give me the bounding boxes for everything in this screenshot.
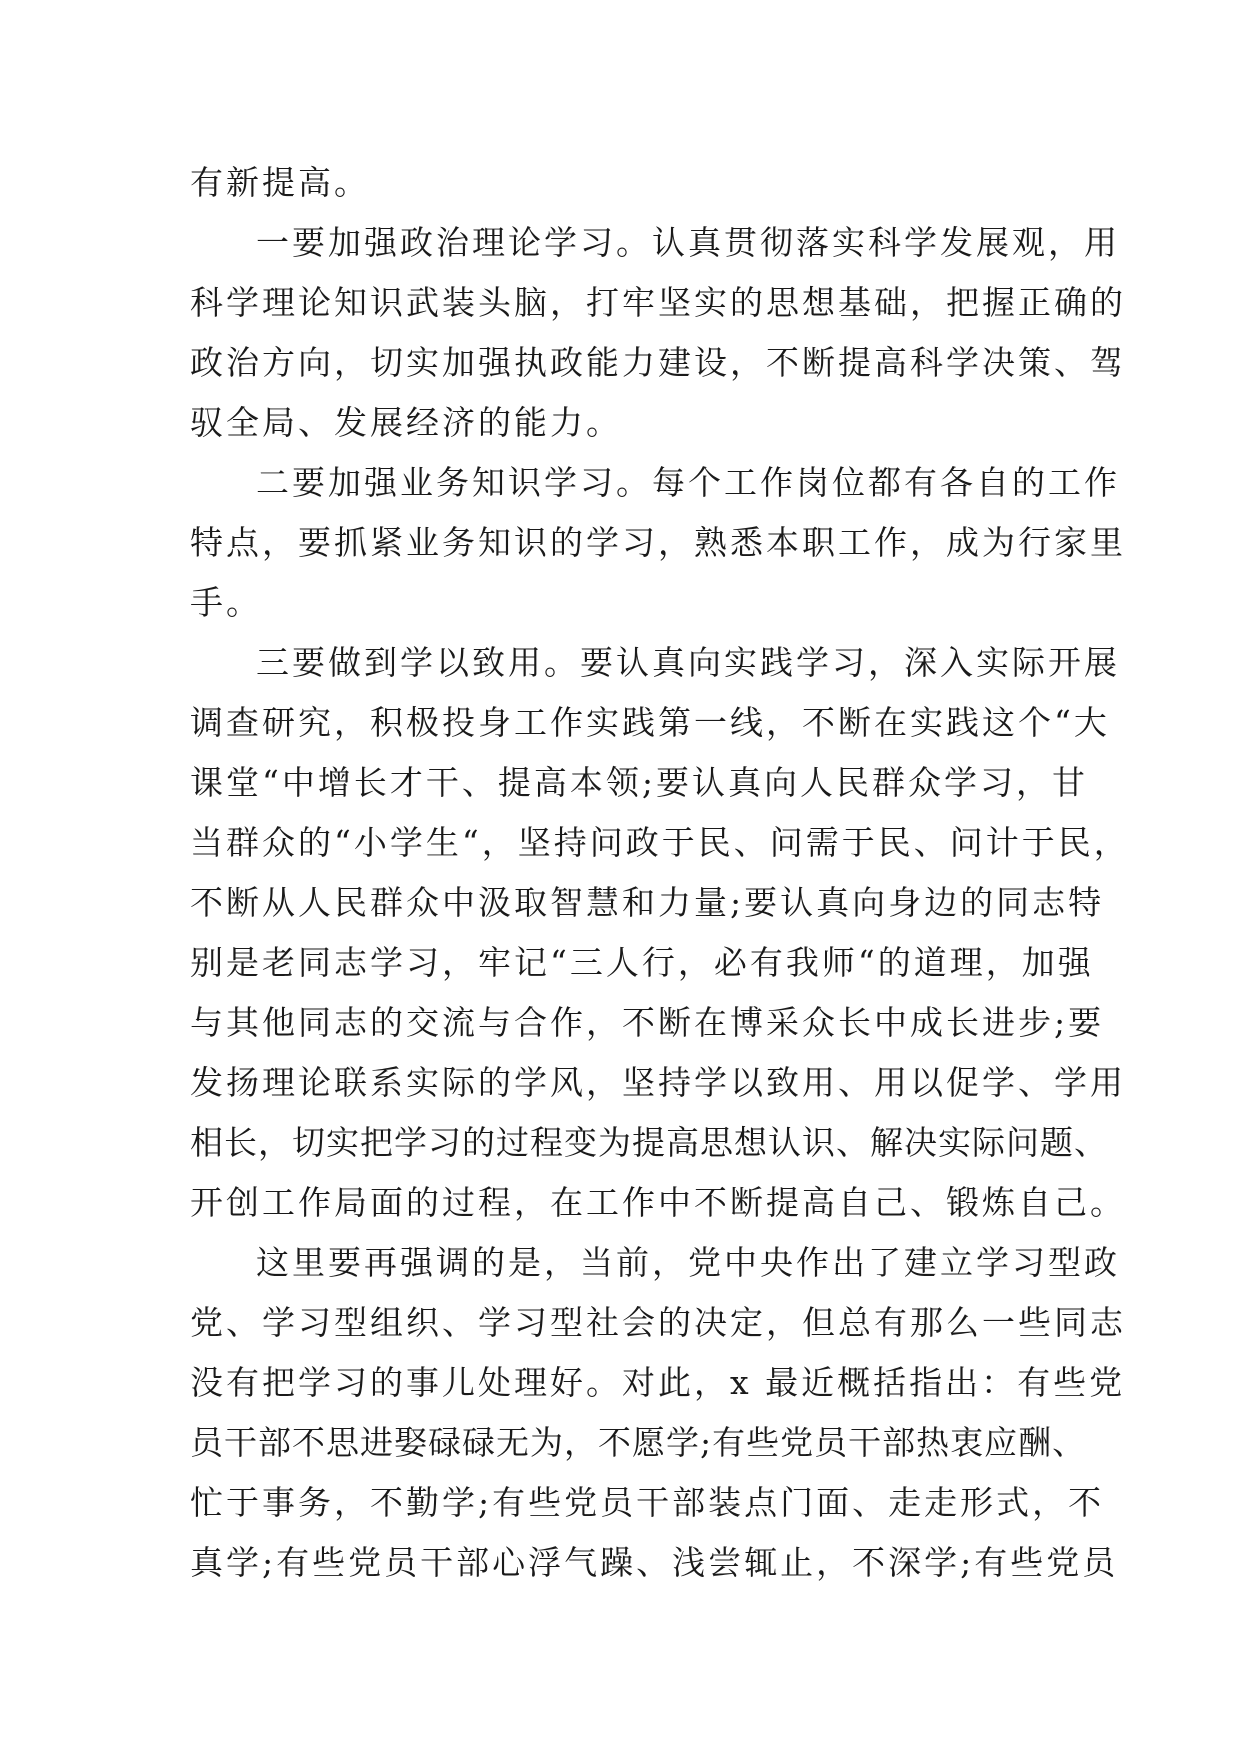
text-line: 政治方向，切实加强执政能力建设，不断提高科学决策、驾 [190, 343, 1126, 382]
text-line: 别是老同志学习，牢记“三人行，必有我师“的道理，加强 [190, 943, 1094, 982]
text-line: 没有把学习的事儿处理好。对此，x 最近概括指出：有些党 [190, 1363, 1126, 1402]
text-line: 相长，切实把学习的过程变为提高思想认识、解决实际问题、 [190, 1123, 1108, 1162]
text-line: 特点，要抓紧业务知识的学习，熟悉本职工作，成为行家里 [190, 523, 1126, 562]
text-line: 手。 [190, 583, 262, 622]
text-line: 忙于事务，不勤学;有些党员干部装点门面、走走形式，不 [190, 1483, 1105, 1522]
text-line: 科学理论知识武装头脑，打牢坚实的思想基础，把握正确的 [190, 283, 1126, 322]
text-line: 有新提高。 [190, 163, 370, 202]
text-line: 不断从人民群众中汲取智慧和力量;要认真向身边的同志特 [190, 883, 1105, 922]
text-line: 真学;有些党员干部心浮气躁、浅尝辄止，不深学;有些党员 [190, 1543, 1119, 1582]
text-line: 党、学习型组织、学习型社会的决定，但总有那么一些同志 [190, 1303, 1126, 1342]
text-line: 员干部不思进娶碌碌无为，不愿学;有些党员干部热衷应酬、 [190, 1423, 1087, 1462]
text-line: 开创工作局面的过程，在工作中不断提高自己、锻炼自己。 [190, 1183, 1126, 1222]
text-line: 驭全局、发展经济的能力。 [190, 403, 622, 442]
text-line: 与其他同志的交流与合作，不断在博采众长中成长进步;要 [190, 1003, 1105, 1042]
text-line: 当群众的“小学生“，坚持问政于民、问需于民、问计于民， [190, 823, 1130, 862]
text-line: 一要加强政治理论学习。认真贯彻落实科学发展观，用 [256, 223, 1120, 262]
text-line: 调查研究，积极投身工作实践第一线，不断在实践这个“大 [190, 703, 1110, 742]
text-line: 这里要再强调的是，当前，党中央作出了建立学习型政 [256, 1243, 1120, 1282]
text-line: 二要加强业务知识学习。每个工作岗位都有各自的工作 [256, 463, 1120, 502]
text-line: 三要做到学以致用。要认真向实践学习，深入实际开展 [256, 643, 1120, 682]
text-line: 发扬理论联系实际的学风，坚持学以致用、用以促学、学用 [190, 1063, 1126, 1102]
text-line: 课堂“中增长才干、提高本领;要认真向人民群众学习，甘 [190, 763, 1088, 802]
